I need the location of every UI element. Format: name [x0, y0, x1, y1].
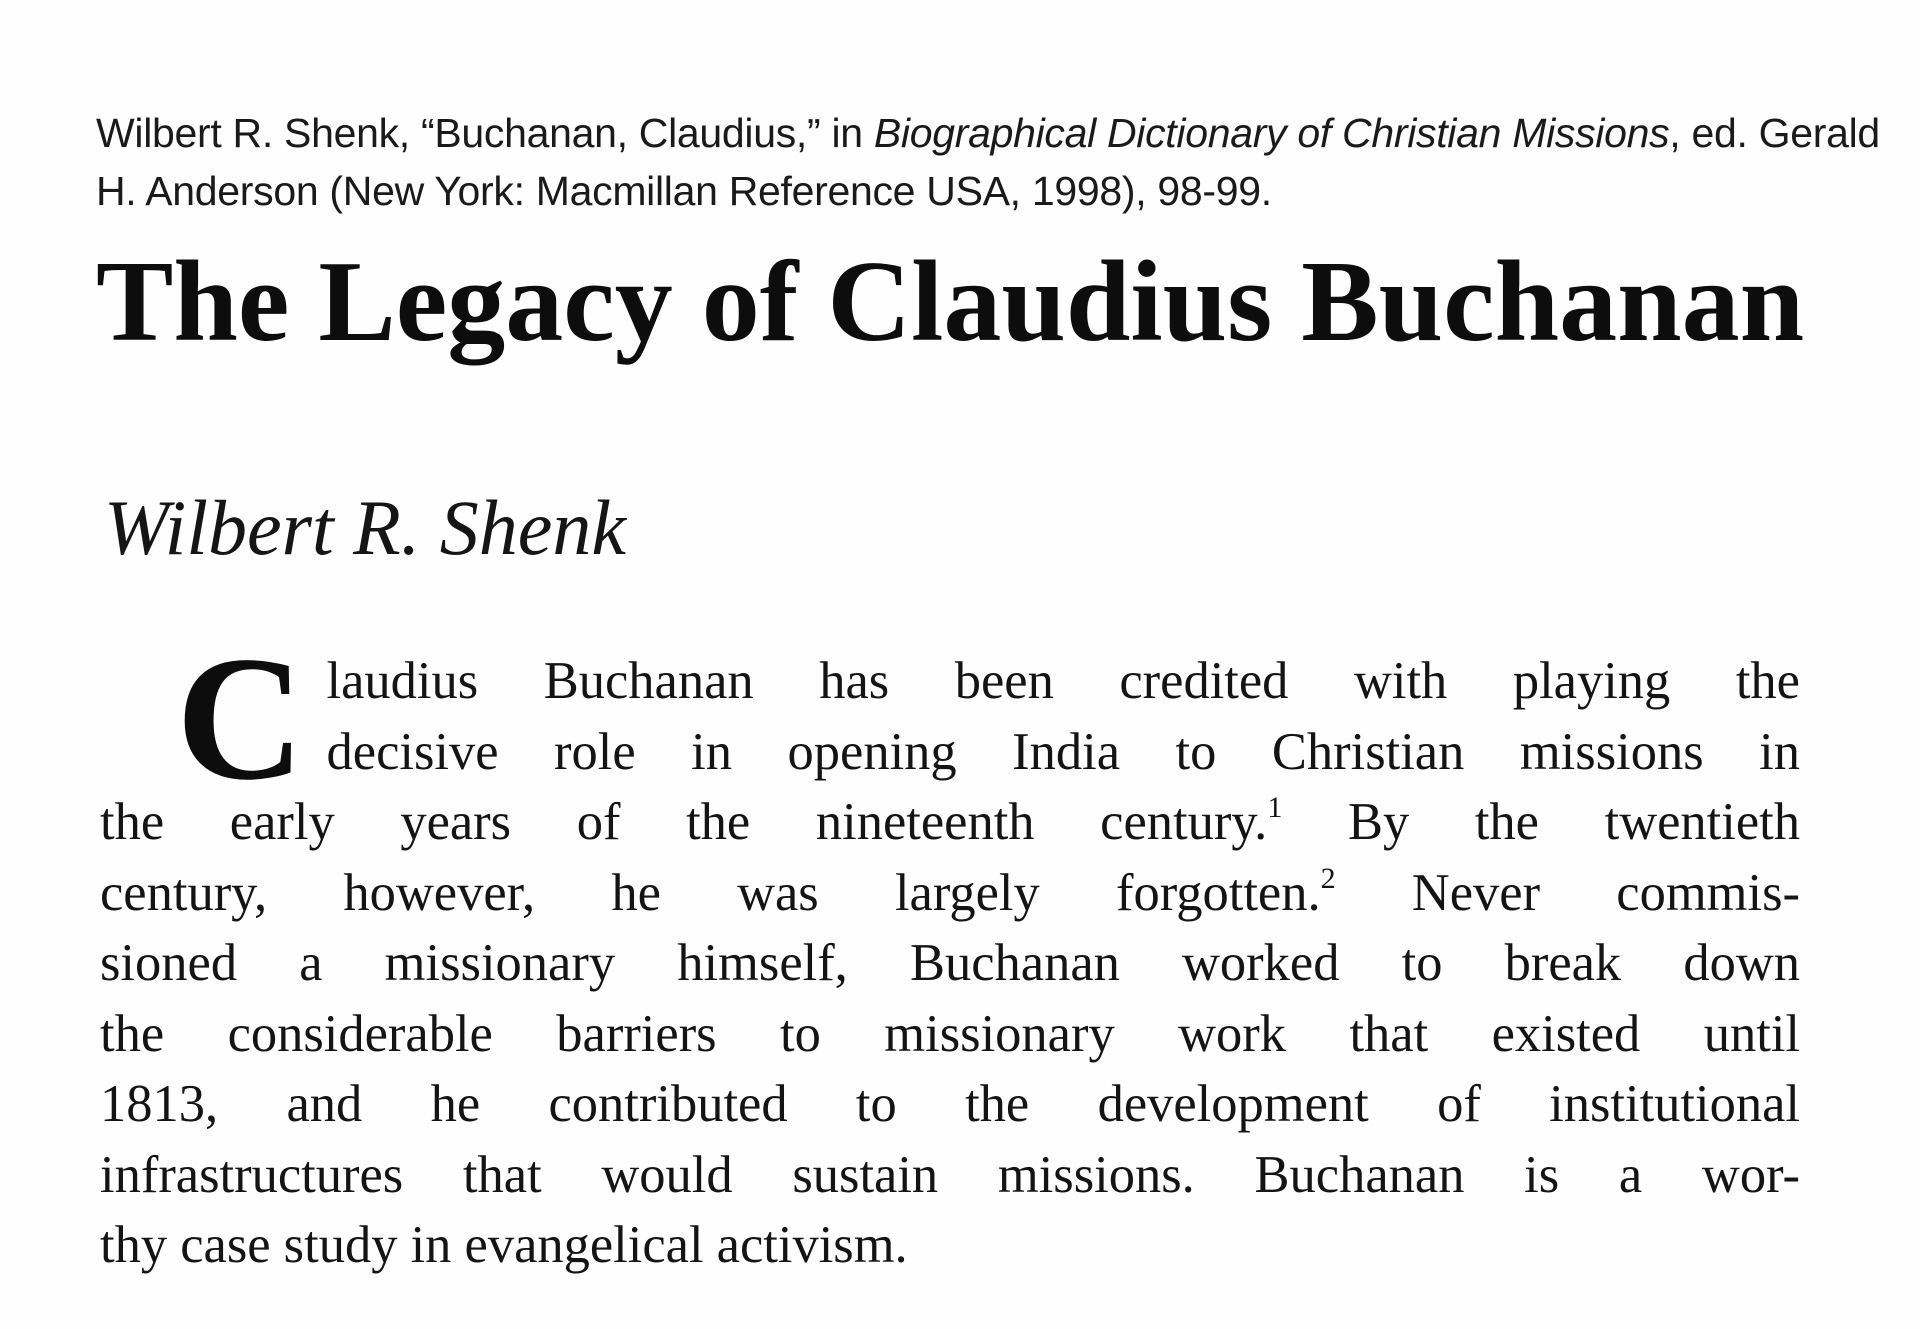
article-author: Wilbert R. Shenk [104, 484, 627, 571]
article-title: The Legacy of Claudius Buchanan [96, 238, 1805, 366]
body-text-segment: Never commis- [1335, 863, 1800, 922]
footnote-marker: 2 [1320, 861, 1336, 895]
body-text-segment: the early years of the nineteenth century. [100, 793, 1268, 851]
citation-author-entry: Wilbert R. Shenk, “Buchanan, Claudius,” in [96, 110, 874, 156]
body-text-segment: century, however, he was largely forgotten. [100, 863, 1321, 922]
body-line: laudius Buchanan has been credited with playing the [326, 652, 1800, 710]
citation-book-title: Biographical Dictionary of Christian Missions [873, 110, 1670, 156]
citation-publication-info: , ed. Gerald H. Anderson (New York: Macmillan Reference USA, 1998), 98-99. [96, 110, 1880, 214]
footnote-marker: 1 [1267, 791, 1283, 824]
citation [96, 104, 1886, 220]
body-line [100, 858, 1800, 929]
body-paragraph [100, 619, 1800, 1281]
drop-cap: C [176, 619, 305, 817]
body-line: decisive role in opening India to Christian missions in [326, 722, 1800, 781]
body-text-segment: By the twentieth [1282, 793, 1800, 851]
body-line [100, 787, 1800, 858]
body-line: sioned a missionary himself, Buchanan worked to break down [100, 934, 1800, 992]
body-line: the considerable barriers to missionary work that existed until [100, 1004, 1800, 1063]
body-line: thy case study in evangelical activism. [100, 1216, 908, 1274]
body-line: infrastructures that would sustain missions. Buchanan is a wor- [100, 1145, 1800, 1204]
body-line: 1813, and he contributed to the development of institutional [100, 1075, 1800, 1133]
